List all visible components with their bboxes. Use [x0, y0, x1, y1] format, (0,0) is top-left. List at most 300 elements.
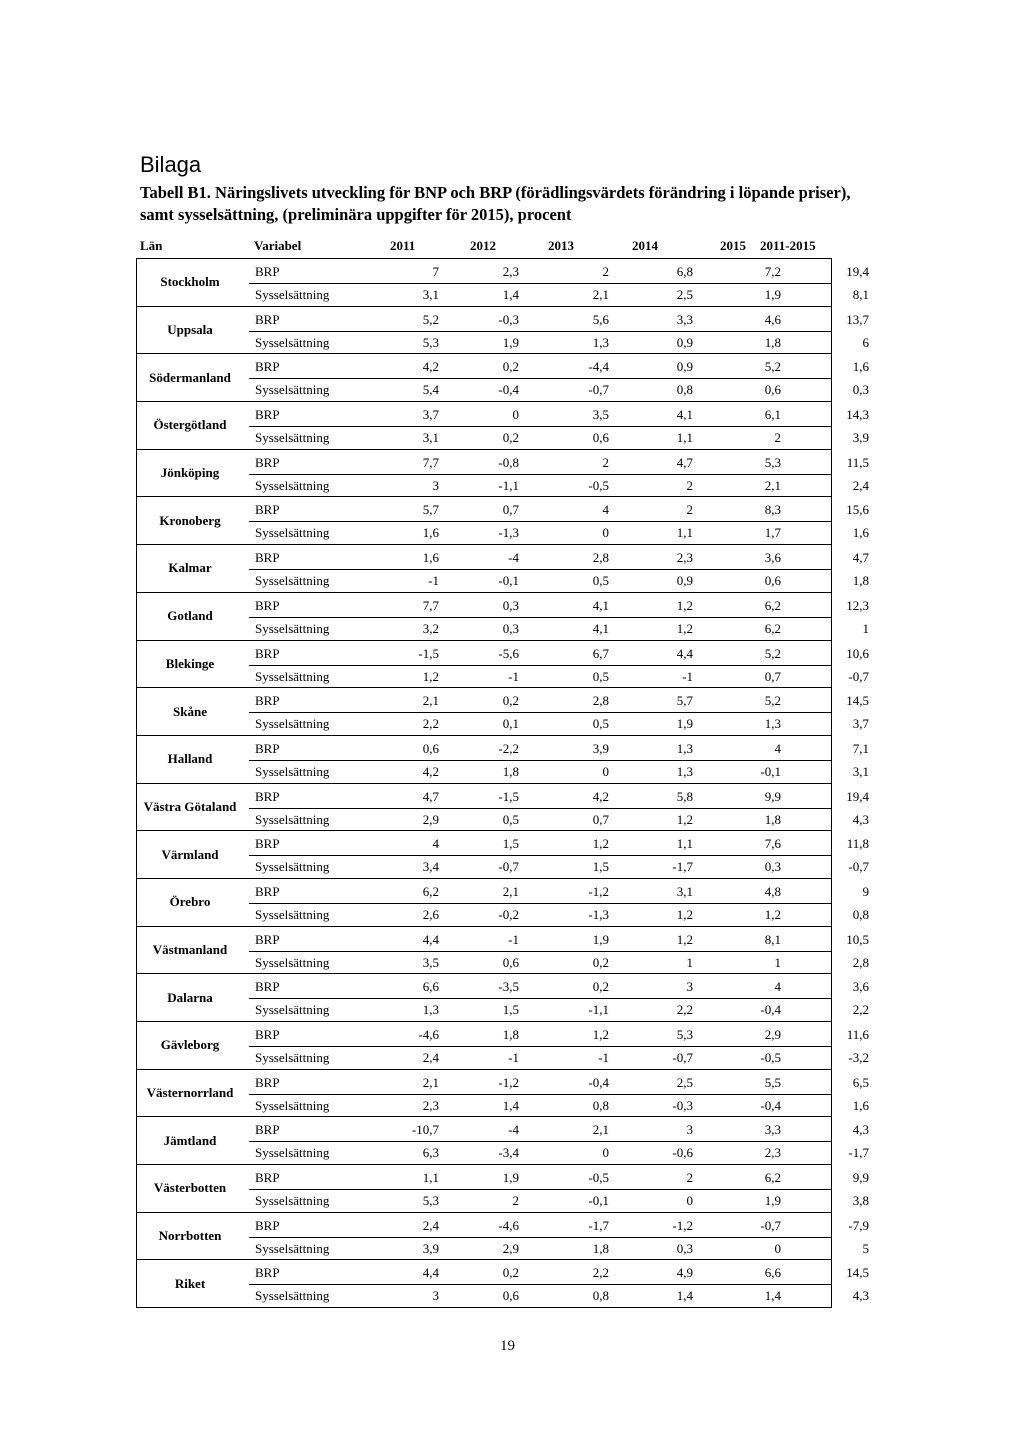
lan-name: Västerbotten [153, 1180, 227, 1196]
sys-row [249, 617, 869, 640]
value-cell: 5,3 [676, 1027, 693, 1042]
lan-name: Blekinge [165, 655, 215, 671]
header-lan: Län [140, 238, 163, 253]
value-cell: 1,8 [502, 1027, 519, 1042]
sys-row [249, 808, 869, 831]
variable-label: Sysselsättning [255, 859, 330, 875]
value-cell: 3,2 [422, 620, 439, 636]
variable-label: Sysselsättning [255, 811, 330, 827]
value-cell: 1,9 [764, 287, 781, 302]
value-cell: -1,7 [672, 859, 693, 875]
lan-name: Stockholm [160, 274, 220, 290]
value-cell: 0,3 [676, 1240, 693, 1256]
variable-label: BRP [255, 550, 280, 566]
value-cell: -1 [598, 1050, 609, 1065]
value-cell: 2 [686, 502, 693, 518]
value-cell: 0,2 [502, 359, 519, 375]
value-cell: 0 [686, 1193, 693, 1209]
value-cell: -3,2 [848, 1050, 869, 1065]
value-cell: 11,6 [846, 1027, 869, 1042]
value-cell: -1 [428, 573, 439, 589]
value-cell: -0,1 [498, 573, 519, 589]
value-cell: 6,6 [764, 1265, 781, 1281]
value-cell: 6,8 [676, 264, 693, 279]
value-cell: 2,2 [422, 716, 439, 732]
value-cell: 3,1 [852, 763, 869, 779]
sys-row [249, 760, 869, 783]
value-cell: 1,7 [764, 525, 781, 541]
sys-row [249, 998, 869, 1021]
variable-label: BRP [255, 597, 280, 613]
value-cell: 3,1 [422, 430, 439, 446]
value-cell: 0,6 [764, 382, 781, 398]
value-cell: 2,8 [592, 693, 609, 709]
value-cell: 5,6 [592, 311, 609, 327]
lan-name: Östergötland [153, 417, 227, 433]
header-2013: 2013 [548, 238, 574, 253]
value-cell: 1,3 [764, 716, 781, 732]
value-cell: 1,8 [502, 763, 519, 779]
table-row [136, 784, 869, 832]
value-cell: 0 [602, 1145, 609, 1161]
sys-row [249, 951, 869, 974]
value-cell: 10,6 [846, 645, 869, 661]
header-2015: 2015 [720, 238, 746, 253]
value-cell: 2,9 [422, 811, 439, 827]
value-cell: 2,3 [764, 1145, 781, 1161]
value-cell: 5,8 [676, 788, 693, 804]
table-body [136, 259, 869, 1308]
value-cell: 1,9 [502, 334, 519, 350]
value-cell: 6,2 [764, 1170, 781, 1186]
variable-label: Sysselsättning [255, 1288, 330, 1304]
value-cell: 6,2 [764, 620, 781, 636]
variable-label: BRP [255, 264, 280, 279]
variable-label: BRP [255, 311, 280, 327]
variable-label: Sysselsättning [255, 954, 330, 970]
value-cell: -0,1 [588, 1193, 609, 1209]
data-table [136, 232, 869, 1308]
brp-row [249, 403, 869, 427]
variable-label: Sysselsättning [255, 1097, 330, 1113]
value-cell: -10,7 [411, 1122, 439, 1138]
appendix-heading: Bilaga [140, 152, 202, 177]
value-cell: 6,6 [422, 979, 439, 995]
value-cell: 1 [862, 620, 869, 636]
variable-label: BRP [255, 883, 280, 899]
value-cell: 2,1 [592, 287, 609, 302]
value-cell: 4 [602, 502, 609, 518]
variable-label: BRP [255, 359, 280, 375]
lan-name: Västmanland [152, 941, 228, 957]
sys-row [249, 1046, 869, 1069]
value-cell: 0,6 [592, 430, 609, 446]
value-cell: 0 [602, 763, 609, 779]
value-cell: 1,8 [764, 811, 781, 827]
value-cell: 0,2 [502, 430, 519, 446]
value-cell: 7,7 [422, 454, 439, 470]
value-cell: 3,6 [852, 979, 869, 995]
table-row [136, 879, 869, 927]
sys-row [249, 855, 869, 878]
value-cell: 4,1 [676, 407, 693, 423]
value-cell: -7,9 [848, 1217, 869, 1233]
value-cell: 4,3 [852, 1122, 869, 1138]
value-cell: 3 [432, 1288, 439, 1304]
header-variabel: Variabel [254, 238, 302, 253]
brp-row [249, 260, 869, 284]
value-cell: 0,5 [592, 668, 609, 684]
table-row [136, 1070, 869, 1118]
value-cell: 1,8 [764, 334, 781, 350]
value-cell: -1,3 [588, 906, 609, 922]
value-cell: 1,2 [676, 906, 693, 922]
brp-row [249, 546, 869, 570]
brp-row [249, 975, 869, 999]
brp-row [249, 928, 869, 952]
header-2014: 2014 [632, 238, 658, 253]
value-cell: 0 [602, 525, 609, 541]
value-cell: 19,4 [846, 788, 869, 804]
value-cell: 2,3 [422, 1097, 439, 1113]
value-cell: 2,5 [676, 1074, 693, 1090]
value-cell: 1 [774, 954, 781, 970]
value-cell: 4,4 [422, 1265, 439, 1281]
value-cell: 1,4 [502, 287, 519, 302]
value-cell: 1,2 [592, 836, 609, 852]
value-cell: 19,4 [846, 264, 869, 279]
value-cell: 9,9 [764, 788, 781, 804]
variable-label: Sysselsättning [255, 1193, 330, 1209]
value-cell: 1,2 [676, 597, 693, 613]
lan-name: Jönköping [160, 465, 220, 481]
value-cell: 6,2 [764, 597, 781, 613]
value-cell: 3 [686, 979, 693, 995]
value-cell: 1,2 [764, 906, 781, 922]
value-cell: 14,5 [846, 1265, 869, 1281]
brp-row [249, 1261, 869, 1285]
sys-row [249, 665, 869, 688]
value-cell: -0,8 [498, 454, 519, 470]
value-cell: 4,9 [676, 1265, 693, 1281]
value-cell: 4 [432, 836, 439, 852]
value-cell: 1,5 [592, 859, 609, 875]
lan-name: Halland [167, 751, 213, 767]
value-cell: 2,2 [852, 1002, 869, 1018]
value-cell: -1 [682, 668, 693, 684]
value-cell: 0,8 [592, 1097, 609, 1113]
value-cell: 0,6 [422, 740, 439, 756]
variable-label: BRP [255, 645, 280, 661]
variable-label: BRP [255, 407, 280, 423]
value-cell: 6,1 [764, 407, 781, 423]
value-cell: 1,6 [852, 359, 869, 375]
value-cell: 2,8 [592, 550, 609, 566]
value-cell: -0,5 [760, 1050, 781, 1065]
value-cell: 2,4 [422, 1050, 439, 1065]
value-cell: 0,2 [502, 693, 519, 709]
value-cell: 4,2 [422, 359, 439, 375]
variable-label: Sysselsättning [255, 1050, 330, 1065]
value-cell: 5,2 [764, 645, 781, 661]
value-cell: -0,7 [588, 382, 609, 398]
value-cell: 3 [432, 477, 439, 493]
value-cell: 1,8 [852, 573, 869, 589]
table-row [136, 1165, 869, 1213]
lan-name: Kalmar [168, 560, 212, 576]
value-cell: -3,5 [498, 979, 519, 995]
value-cell: -5,6 [498, 645, 519, 661]
value-cell: -1 [508, 1050, 519, 1065]
value-cell: -1,7 [848, 1145, 869, 1161]
sys-row [249, 378, 869, 401]
value-cell: -2,2 [498, 740, 519, 756]
value-cell: 2,9 [764, 1027, 781, 1042]
value-cell: 2,1 [592, 1122, 609, 1138]
sys-row [249, 712, 869, 735]
value-cell: 2,3 [502, 264, 519, 279]
value-cell: 6,3 [422, 1145, 439, 1161]
value-cell: -0,1 [760, 763, 781, 779]
value-cell: 4,1 [592, 620, 609, 636]
brp-row [249, 308, 869, 332]
lan-name: Riket [174, 1275, 206, 1291]
value-cell: 5,4 [422, 382, 439, 398]
brp-row [249, 355, 869, 379]
value-cell: -1,2 [672, 1217, 693, 1233]
variable-label: Sysselsättning [255, 1240, 330, 1256]
value-cell: 3,8 [852, 1193, 869, 1209]
value-cell: -0,2 [498, 906, 519, 922]
value-cell: 2 [774, 430, 781, 446]
variable-label: BRP [255, 1074, 280, 1090]
value-cell: 5,2 [422, 311, 439, 327]
brp-row [249, 451, 869, 475]
value-cell: 0 [512, 407, 519, 423]
value-cell: 4 [774, 740, 781, 756]
sys-row [249, 569, 869, 592]
table-row [136, 688, 869, 736]
value-cell: 0,7 [592, 811, 609, 827]
variable-label: BRP [255, 788, 280, 804]
value-cell: 2,5 [676, 287, 693, 302]
value-cell: 3,7 [422, 407, 439, 423]
variable-label: Sysselsättning [255, 382, 330, 398]
brp-row [249, 642, 869, 666]
value-cell: 4,3 [852, 1288, 869, 1304]
sys-row [249, 474, 869, 497]
variable-label: Sysselsättning [255, 477, 330, 493]
value-cell: 0,5 [592, 573, 609, 589]
sys-row [249, 1189, 869, 1212]
variable-label: BRP [255, 1265, 280, 1281]
value-cell: 1 [686, 954, 693, 970]
value-cell: -4,6 [498, 1217, 519, 1233]
value-cell: 0,3 [502, 597, 519, 613]
table-row [136, 1117, 869, 1165]
value-cell: -1,5 [498, 788, 519, 804]
value-cell: 0,8 [592, 1288, 609, 1304]
value-cell: 1,4 [502, 1097, 519, 1113]
table-row [136, 1022, 869, 1070]
value-cell: 6,7 [592, 645, 609, 661]
value-cell: 4,2 [422, 763, 439, 779]
value-cell: 1,1 [676, 525, 693, 541]
variable-label: Sysselsättning [255, 287, 330, 302]
value-cell: 2,1 [502, 883, 519, 899]
table-row [136, 927, 869, 975]
value-cell: 1,4 [764, 1288, 781, 1304]
table-row [136, 593, 869, 641]
value-cell: 9 [862, 883, 869, 899]
value-cell: 5,2 [764, 693, 781, 709]
value-cell: 3,1 [422, 287, 439, 302]
brp-row [249, 785, 869, 809]
value-cell: 8,1 [852, 287, 869, 302]
value-cell: 2,6 [422, 906, 439, 922]
value-cell: -0,4 [588, 1074, 609, 1090]
variable-label: Sysselsättning [255, 525, 330, 541]
variable-label: Sysselsättning [255, 430, 330, 446]
lan-name: Skåne [173, 703, 207, 719]
value-cell: -1 [508, 668, 519, 684]
value-cell: -1,2 [498, 1074, 519, 1090]
sys-row [249, 1284, 869, 1307]
value-cell: 5,3 [764, 454, 781, 470]
value-cell: 10,5 [846, 931, 869, 947]
lan-name: Västernorrland [146, 1085, 234, 1101]
lan-name: Västra Götaland [143, 798, 237, 814]
value-cell: 0,2 [502, 1265, 519, 1281]
value-cell: 4 [774, 979, 781, 995]
value-cell: 0,7 [764, 668, 781, 684]
value-cell: 3,7 [852, 716, 869, 732]
table-row [136, 974, 869, 1022]
table-row [136, 831, 869, 879]
brp-row [249, 1214, 869, 1238]
value-cell: 0,5 [502, 811, 519, 827]
value-cell: 6 [862, 334, 869, 350]
variable-label: BRP [255, 979, 280, 995]
value-cell: 3,6 [764, 550, 781, 566]
variable-label: Sysselsättning [255, 716, 330, 732]
value-cell: -4,6 [418, 1027, 439, 1042]
value-cell: 3,3 [764, 1122, 781, 1138]
table-row [136, 641, 869, 689]
lan-name: Kronoberg [159, 512, 221, 528]
value-cell: -0,4 [760, 1002, 781, 1018]
value-cell: 4,7 [852, 550, 869, 566]
value-cell: 4,1 [592, 597, 609, 613]
variable-label: Sysselsättning [255, 620, 330, 636]
brp-row [249, 1071, 869, 1095]
value-cell: 3,5 [592, 407, 609, 423]
value-cell: 2 [602, 264, 609, 279]
sys-row [249, 903, 869, 926]
lan-name: Gotland [167, 608, 213, 624]
value-cell: 3,9 [852, 430, 869, 446]
value-cell: -1,5 [418, 645, 439, 661]
value-cell: -0,7 [498, 859, 519, 875]
value-cell: -1 [508, 931, 519, 947]
value-cell: 2 [512, 1193, 519, 1209]
value-cell: 1,1 [422, 1170, 439, 1186]
value-cell: 2,1 [422, 1074, 439, 1090]
value-cell: 0 [774, 1240, 781, 1256]
value-cell: 1,3 [592, 334, 609, 350]
value-cell: 0,1 [502, 716, 519, 732]
table-row [136, 307, 869, 355]
brp-row [249, 689, 869, 713]
sys-row [249, 331, 869, 354]
variable-label: BRP [255, 740, 280, 756]
value-cell: 3 [686, 1122, 693, 1138]
value-cell: 1,9 [592, 931, 609, 947]
value-cell: 0,3 [502, 620, 519, 636]
brp-row [249, 498, 869, 522]
value-cell: 5,7 [676, 693, 693, 709]
value-cell: 4,7 [676, 454, 693, 470]
table-row [136, 1260, 869, 1308]
value-cell: 1,3 [676, 763, 693, 779]
value-cell: 1,6 [852, 525, 869, 541]
value-cell: 8,3 [764, 502, 781, 518]
lan-name: Örebro [169, 894, 211, 910]
value-cell: 7,1 [852, 740, 869, 756]
variable-label: Sysselsättning [255, 668, 330, 684]
value-cell: 7,7 [422, 597, 439, 613]
lan-name: Dalarna [167, 989, 213, 1005]
value-cell: 1,2 [676, 620, 693, 636]
value-cell: 3,9 [592, 740, 609, 756]
value-cell: 5,3 [422, 1193, 439, 1209]
value-cell: 4,8 [764, 883, 781, 899]
value-cell: 0,3 [852, 382, 869, 398]
value-cell: 1,6 [422, 550, 439, 566]
value-cell: 3,5 [422, 954, 439, 970]
sys-row [249, 1237, 869, 1260]
value-cell: 1,2 [592, 1027, 609, 1042]
value-cell: 1,2 [676, 931, 693, 947]
value-cell: -1,1 [498, 477, 519, 493]
value-cell: 1,8 [592, 1240, 609, 1256]
sys-row [249, 521, 869, 544]
value-cell: 2,2 [592, 1265, 609, 1281]
value-cell: 15,6 [846, 502, 869, 518]
value-cell: -0,7 [760, 1217, 781, 1233]
value-cell: 0,3 [764, 859, 781, 875]
brp-row [249, 737, 869, 761]
value-cell: -0,3 [498, 311, 519, 327]
value-cell: 4,7 [422, 788, 439, 804]
value-cell: -0,7 [672, 1050, 693, 1065]
value-cell: 1,2 [676, 811, 693, 827]
value-cell: 3,3 [676, 311, 693, 327]
value-cell: 0,6 [502, 1288, 519, 1304]
value-cell: 1,3 [676, 740, 693, 756]
value-cell: 1,9 [502, 1170, 519, 1186]
value-cell: 0,6 [764, 573, 781, 589]
value-cell: 1,1 [676, 430, 693, 446]
table-row [136, 1213, 869, 1261]
value-cell: 13,7 [846, 311, 869, 327]
table-row [136, 259, 869, 307]
value-cell: 4,3 [852, 811, 869, 827]
value-cell: 4,6 [764, 311, 781, 327]
table-row [136, 450, 869, 498]
value-cell: -1,3 [498, 525, 519, 541]
value-cell: -0,5 [588, 1170, 609, 1186]
